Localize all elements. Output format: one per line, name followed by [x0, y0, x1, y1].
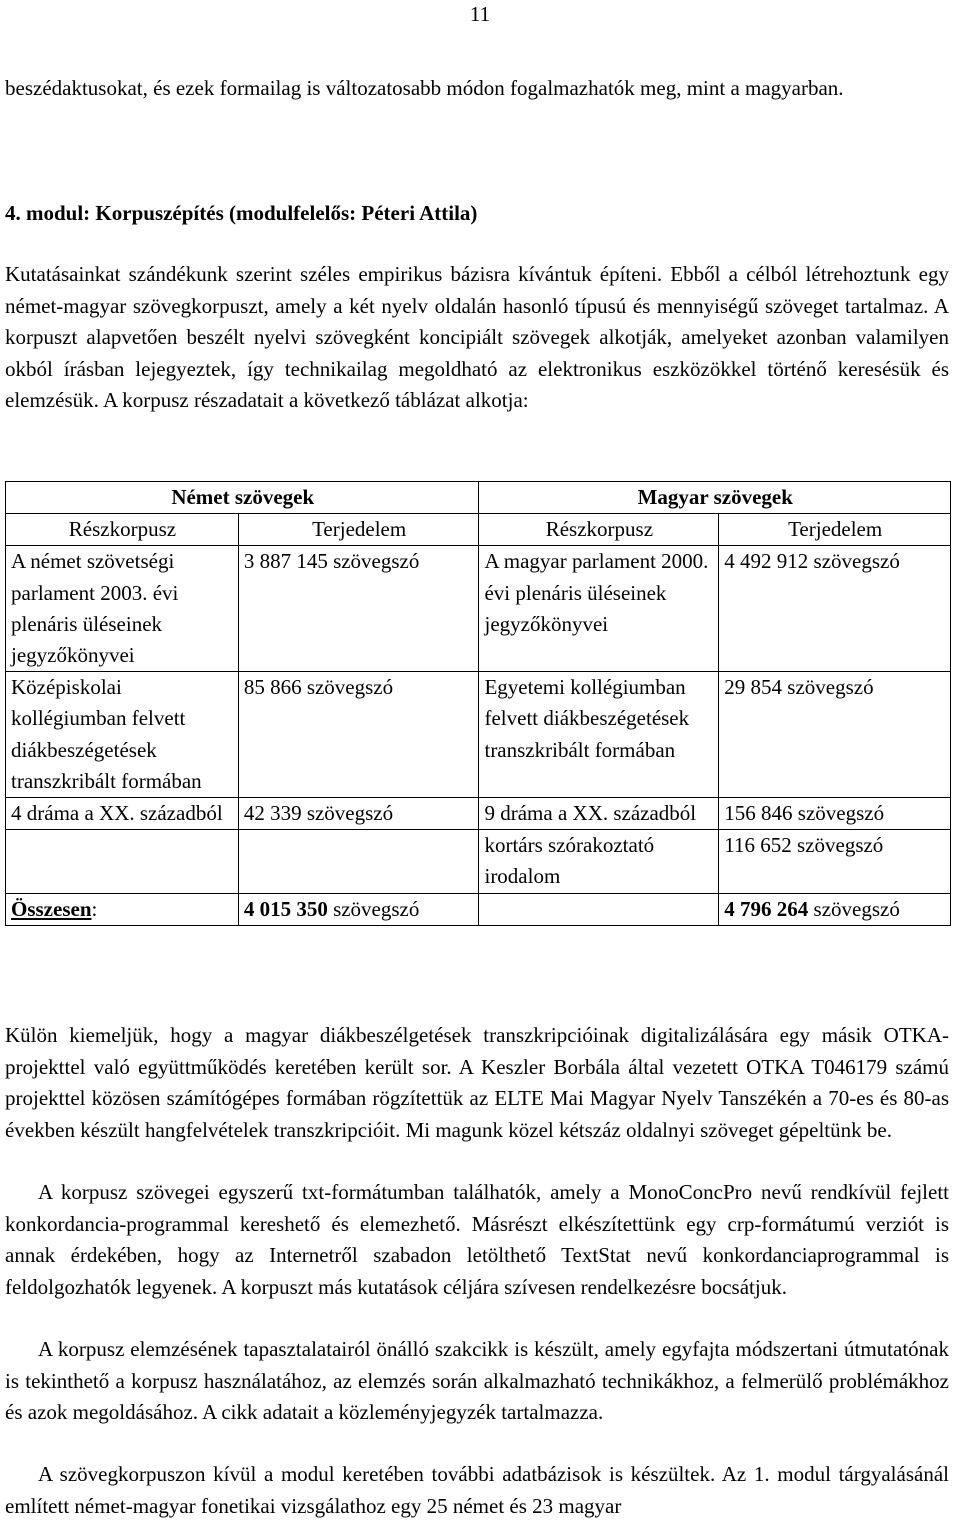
hungarian-total-cell — [719, 893, 951, 925]
table-cell: 9 dráma a XX. századból — [479, 798, 719, 830]
table-cell: 85 866 szövegszó — [238, 672, 479, 798]
databases-paragraph: A szövegkorpuszon kívül a modul keretében további adatbázisok is készültek. Az 1. modul tárgyalásánál említett német-magyar fonetikai vizsgálathoz egy 25 német és 23 magyar — [5, 1462, 949, 1518]
table-cell: A magyar parlament 2000. évi plenáris üléseinek jegyzőkönyvei — [479, 546, 719, 672]
table-cell: Egyetemi kollégiumban felvett diákbeszégetések transzkribált formában — [479, 672, 719, 798]
corpus-table — [5, 481, 951, 926]
empty-cell — [479, 893, 719, 925]
hungarian-total-value: 4 796 264 — [724, 896, 809, 921]
total-label-cell — [6, 893, 239, 925]
table-row — [6, 672, 951, 798]
table-cell: A német szövetségi parlament 2003. évi plenáris üléseinek jegyzőkönyvei — [6, 546, 239, 672]
german-total-value: 4 015 350 — [243, 896, 328, 921]
table-header-row — [6, 482, 951, 514]
hungarian-texts-header: Magyar szövegek — [479, 482, 951, 514]
german-total-cell — [238, 893, 479, 925]
column-header: Terjedelem — [719, 514, 951, 546]
page-number: 11 — [469, 2, 491, 26]
table-cell: 4 dráma a XX. századból — [6, 798, 239, 830]
table-cell: 116 652 szövegszó — [719, 830, 951, 893]
analysis-paragraph: A korpusz elemzésének tapasztalatairól önálló szakcikk is készült, amely egyfajta módszertani útmutatónak is tekinthető a korpusz használatához, az elemzés során alkalmazható technikákhoz, a felmerülő problémákhoz és azok megoldásához. A cikk adatait a közleményjegyzék tartalmazza. — [5, 1337, 949, 1424]
table-row — [6, 546, 951, 672]
hungarian-total-unit: szövegszó — [813, 896, 900, 921]
table-cell — [238, 830, 479, 893]
total-label: Összesen — [11, 896, 92, 921]
table-cell: Középiskolai kollégiumban felvett diákbeszégetések transzkribált formában — [6, 672, 239, 798]
column-header: Részkorpusz — [479, 514, 719, 546]
table-row — [6, 798, 951, 830]
table-cell: 4 492 912 szövegszó — [719, 546, 951, 672]
table-cell: 156 846 szövegszó — [719, 798, 951, 830]
column-header: Részkorpusz — [6, 514, 239, 546]
total-colon: : — [91, 896, 98, 921]
table-row — [6, 830, 951, 893]
german-total-unit: szövegszó — [333, 896, 420, 921]
table-subheader-row — [6, 514, 951, 546]
intro-paragraph: beszédaktusokat, és ezek formailag is változatosabb módon fogalmazhatók meg, mint a magyarban. — [5, 76, 844, 100]
section-heading: 4. modul: Korpuszépítés (modulfelelős: Péteri Attila) — [5, 201, 478, 225]
table-total-row — [6, 893, 951, 925]
corpus-description-paragraph: Kutatásainkat szándékunk szerint széles empirikus bázisra kívántuk építeni. Ebből a célból létrehoztunk egy német-magyar szövegkorpuszt, amely a két nyelv oldalán hasonló típusú és mennyiségű szöveget tartalmaz. A korpuszt alapvetően beszélt nyelvi szövegként koncipiált szövegek alkotják, amelyeket azonban valamilyen okból írásban lejegyeztek, így technikailag megoldható az elektronikus eszközökkel történő keresésük és elemzésük. A korpusz részadatait a következő táblázat alkotja: — [5, 262, 949, 412]
otka-paragraph: Külön kiemeljük, hogy a magyar diákbeszélgetések transzkripcióinak digitalizálására egy másik OTKA-projekttel való együttműködés keretében került sor. A Keszler Borbála által vezetett OTKA T046179 számú projekttel közösen számítógépes formában rögzítettük az ELTE Mai Magyar Nyelv Tanszékén a 70-es és 80-as években készült hangfelvételek transzkripcióit. Mi magunk közel kétszáz oldalnyi szöveget gépeltünk be. — [5, 1023, 949, 1142]
table-cell: kortárs szórakoztató irodalom — [479, 830, 719, 893]
german-texts-header: Német szövegek — [6, 482, 479, 514]
table-cell: 42 339 szövegszó — [238, 798, 479, 830]
table-cell: 29 854 szövegszó — [719, 672, 951, 798]
column-header: Terjedelem — [238, 514, 479, 546]
table-cell: 3 887 145 szövegszó — [238, 546, 479, 672]
format-paragraph: A korpusz szövegei egyszerű txt-formátumban találhatók, amely a MonoConcPro nevű rendkívül fejlett konkordancia-programmal kereshető és elemezhető. Másrészt elkészítettünk egy crp-formátumú verziót is annak érdekében, hogy az Internetről szabadon letölthető TextStat nevű konkordanciaprogrammal is feldolgozhatók legyenek. A korpuszt más kutatások céljára szívesen rendelkezésre bocsátjuk. — [5, 1180, 949, 1299]
table-cell — [6, 830, 239, 893]
